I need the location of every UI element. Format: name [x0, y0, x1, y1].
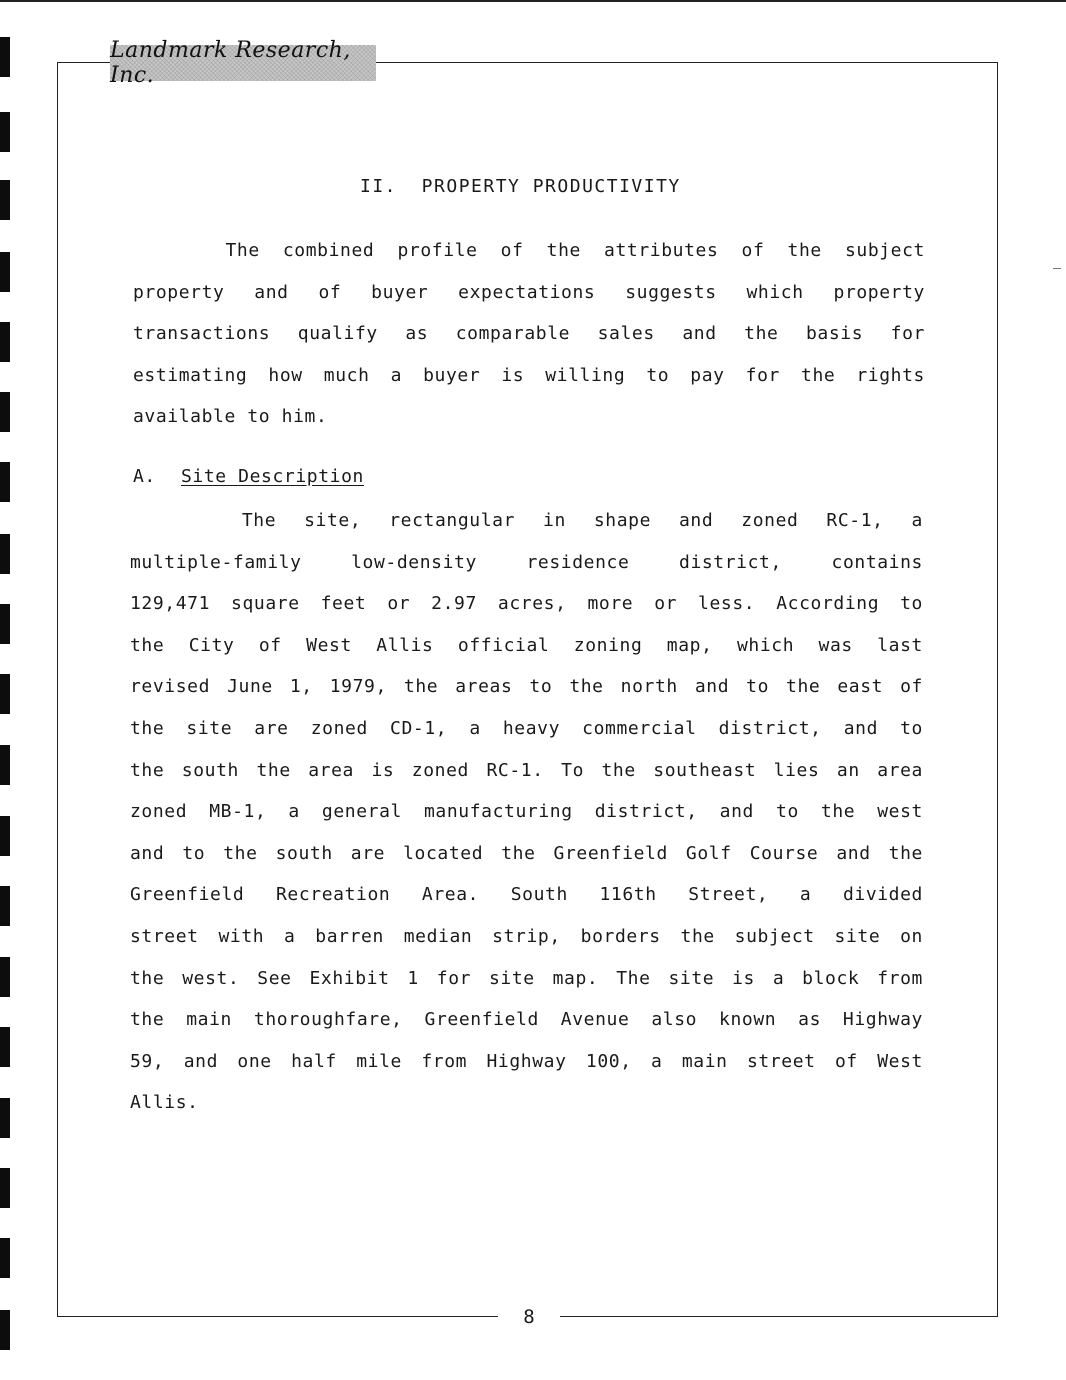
binding-mark [0, 534, 10, 574]
text-line: revised June 1, 1979, the areas to the north and to the east of [130, 676, 923, 698]
text-line: the City of West Allis official zoning map, which was last [130, 634, 923, 656]
page-top-edge [0, 0, 1066, 2]
text-line: the main thoroughfare, Greenfield Avenue also known as Highway [130, 1009, 923, 1031]
text-line: available to him. [133, 406, 328, 428]
section-heading: II. PROPERTY PRODUCTIVITY [360, 176, 681, 197]
binding-mark [0, 112, 10, 152]
binding-mark [0, 1168, 10, 1208]
binding-mark [0, 1098, 10, 1138]
subsection-heading [133, 466, 364, 487]
binding-mark [0, 1310, 10, 1350]
company-logo-text: Landmark Research, Inc. [110, 38, 351, 88]
text-line: the site are zoned CD-1, a heavy commercial district, and to [130, 717, 923, 739]
text-line: the south the area is zoned RC-1. To the southeast lies an area [130, 759, 923, 781]
binding-mark [0, 1027, 10, 1067]
text-line: The site, rectangular in shape and zoned RC-1, a [130, 510, 923, 531]
text-line: transactions qualify as comparable sales and the basis for [133, 323, 925, 345]
binding-mark [0, 462, 10, 502]
subsection-title: Site Description [181, 466, 364, 487]
page-number: 8 [523, 1306, 535, 1328]
text-line: zoned MB-1, a general manufacturing district, and to the west [130, 801, 923, 823]
site-description-paragraph [130, 500, 923, 1124]
text-line: Allis. [130, 1092, 199, 1114]
text-line: the west. See Exhibit 1 for site map. The site is a block from [130, 967, 923, 989]
binding-mark [0, 604, 10, 644]
company-logo [110, 38, 376, 88]
text-line: and to the south are located the Greenfield Golf Course and the [130, 842, 923, 864]
text-line: The combined profile of the attributes of the subject [133, 240, 925, 261]
binding-mark [0, 674, 10, 714]
binding-mark [0, 392, 10, 432]
binding-mark [0, 745, 10, 785]
text-line: Greenfield Recreation Area. South 116th Street, a divided [130, 884, 923, 906]
binding-mark [0, 957, 10, 997]
intro-paragraph [133, 230, 925, 438]
text-line: street with a barren median strip, borders the subject site on [130, 925, 923, 947]
text-line: 59, and one half mile from Highway 100, a main street of West [130, 1050, 923, 1072]
text-line: estimating how much a buyer is willing to pay for the rights [133, 364, 925, 386]
text-line: property and of buyer expectations suggests which property [133, 281, 925, 303]
binding-mark [0, 37, 10, 77]
binding-mark [0, 886, 10, 926]
binding-mark [0, 1238, 10, 1278]
subsection-label: A. [133, 466, 156, 487]
binding-holes [0, 0, 14, 1380]
margin-tick [1053, 268, 1061, 269]
binding-mark [0, 252, 10, 292]
binding-mark [0, 180, 10, 220]
binding-mark [0, 322, 10, 362]
binding-mark [0, 816, 10, 856]
text-line: multiple-family low-density residence district, contains [130, 551, 923, 573]
text-line: 129,471 square feet or 2.97 acres, more or less. According to [130, 593, 923, 615]
